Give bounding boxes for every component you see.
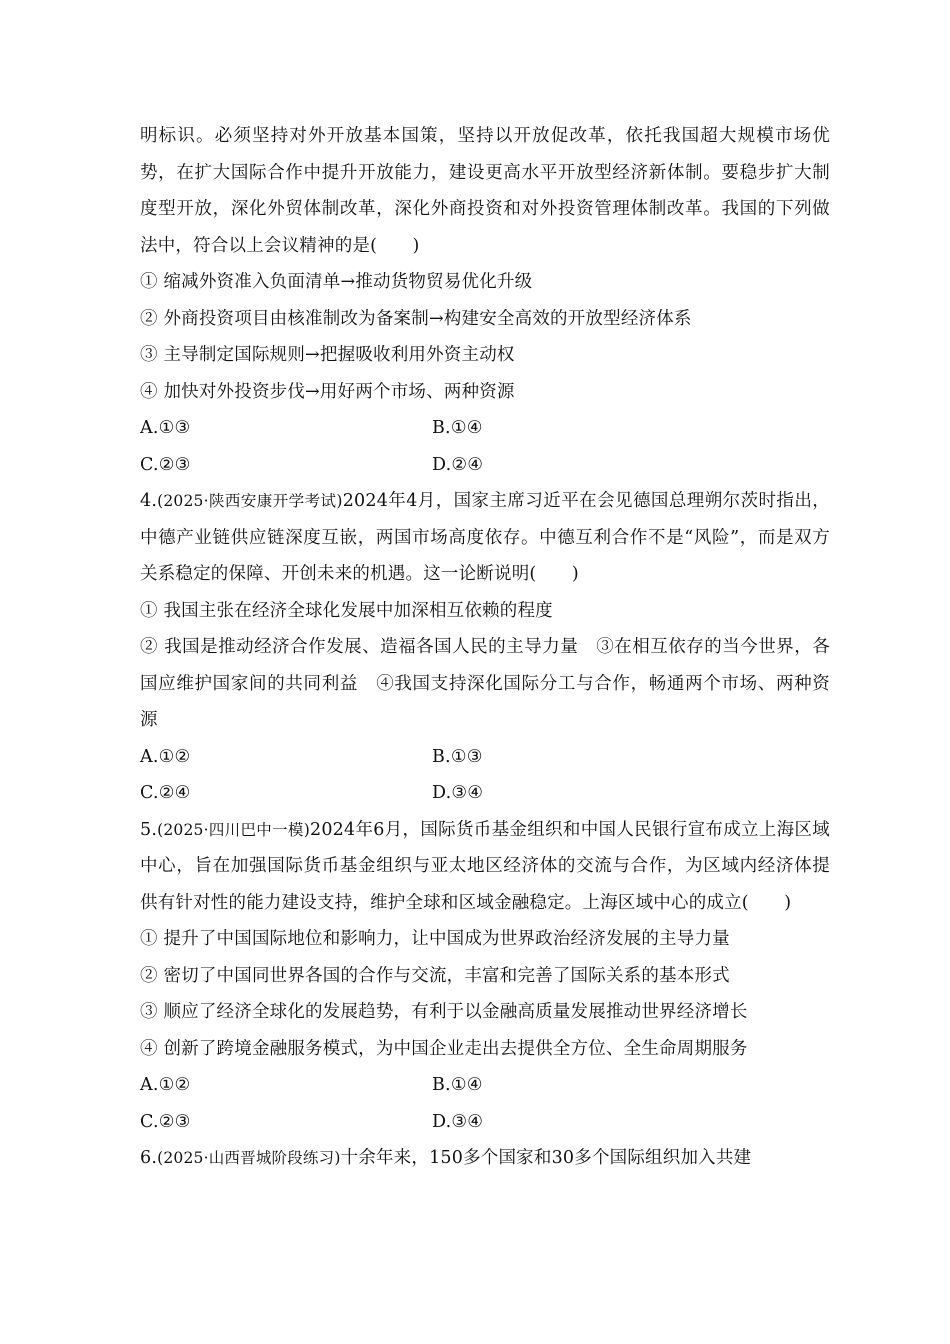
question-5-source: (2025·四川巴中一模) (157, 820, 310, 839)
question-4-option-d: D.③④ (432, 783, 484, 803)
question-5-option-b: B.①④ (432, 1075, 483, 1095)
question-4-source: (2025·陕西安康开学考试) (157, 492, 343, 510)
question-5 (140, 812, 830, 1141)
question-3-item-3: ③ 主导制定国际规则→把握吸收利用外资主动权 (140, 345, 515, 365)
question-3-stem: 明标识。必须坚持对外开放基本国策，坚持以开放促改革，依托我国超大规模市场优势，在扩大国际合作中提升开放能力，建设更高水平开放型经济新体制。要稳步扩大制度型开放，深化外贸体制改革，深化外商投资和对外投资管理体制改革。我国的下列做法中，符合以上会议精神的是( ) (140, 126, 830, 256)
question-5-item-4: ④ 创新了跨境金融服务模式，为中国企业走出去提供全方位、全生命周期服务 (140, 1038, 748, 1059)
question-3-option-d: D.②④ (432, 454, 484, 475)
question-4-text: 2024年4月，国家主席习近平在会见德国总理朔尔茨时指出，中德产业链供应链深度互嵌，两国市场高度依存。中德互利合作不是“风险”，而是双方关系稳定的保障、开创未来的机遇。这一论断说明( ) (140, 491, 831, 584)
page-content (140, 118, 830, 1177)
question-3-item-1: ① 缩减外资准入负面清单→推动货物贸易优化升级 (140, 272, 533, 292)
question-6-source: (2025·山西晋城阶段练习) (157, 1149, 341, 1167)
question-4 (140, 483, 830, 812)
question-4-item-2-3-4: ② 我国是推动经济合作发展、造福各国人民的主导力量 ③在相互依存的当今世界，各国应维护国家间的共同利益 ④我国支持深化国际分工与合作，畅通两个市场、两种资源 (140, 637, 830, 730)
question-6 (140, 1140, 830, 1177)
question-4-options-row-1 (140, 739, 830, 776)
question-5-item-2: ② 密切了中国同世界各国的合作与交流，丰富和完善了国际关系的基本形式 (140, 965, 730, 986)
question-3-option-b: B.①④ (432, 418, 483, 438)
question-6-number: 6. (140, 1148, 158, 1168)
question-6-stem (140, 1140, 830, 1177)
question-3-item-2: ② 外商投资项目由核准制改为备案制→构建安全高效的开放型经济体系 (140, 308, 692, 329)
question-5-text: 2024年6月，国际货币基金组织和中国人民银行宣布成立上海区域中心，旨在加强国际货币基金组织与亚太地区经济体的交流与合作，为区域内经济体提供有针对性的能力建设支持，维护全球和区域金融稳定。上海区域中心的成立( ) (140, 819, 830, 913)
question-3-option-c: C.②③ (140, 454, 191, 475)
question-5-stem (140, 812, 830, 922)
question-5-option-d: D.③④ (432, 1111, 484, 1132)
question-5-option-c: C.②③ (140, 1111, 191, 1132)
question-4-option-a: A.①② (140, 746, 191, 767)
question-4-number: 4. (140, 491, 158, 511)
question-4-options-row-2 (140, 775, 830, 812)
question-3-options-row-2 (140, 447, 830, 484)
question-5-options-row-2 (140, 1104, 830, 1141)
question-5-number: 5. (140, 819, 158, 840)
question-4-item-1: ① 我国主张在经济全球化发展中加深相互依赖的程度 (140, 600, 553, 621)
question-5-options-row-1 (140, 1067, 830, 1104)
question-5-item-3: ③ 顺应了经济全球化的发展趋势，有利于以金融高质量发展推动世界经济增长 (140, 1002, 748, 1022)
question-4-stem (140, 483, 830, 593)
question-5-item-1: ① 提升了中国国际地位和影响力，让中国成为世界政治经济发展的主导力量 (140, 929, 730, 949)
question-4-option-c: C.②④ (140, 783, 191, 803)
question-5-option-a: A.①② (140, 1075, 191, 1095)
question-3 (140, 118, 830, 483)
question-3-options-row-1 (140, 410, 830, 447)
question-4-option-b: B.①③ (432, 746, 483, 767)
question-6-text: 十余年来，150多个国家和30多个国际组织加入共建 (340, 1148, 752, 1168)
question-3-option-a: A.①③ (140, 418, 191, 438)
question-3-item-4: ④ 加快对外投资步伐→用好两个市场、两种资源 (140, 381, 515, 402)
